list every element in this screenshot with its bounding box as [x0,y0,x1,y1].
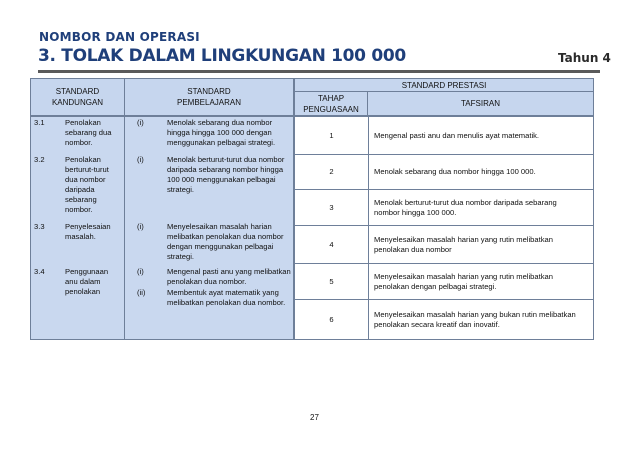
kandungan-text: Penyelesaian [65,222,111,231]
pembelajaran-number: (i) [137,222,144,231]
tahap-level: 1 [295,117,369,154]
pembelajaran-text: melibatkan penolakan dua nombor. [167,298,286,307]
header-prestasi-label: STANDARD PRESTASI [401,80,487,90]
header-tahap-penguasaan [294,91,368,116]
header-tafsiran [367,91,594,116]
kandungan-text: dua nombor [65,175,106,184]
kandungan-text: nombor. [65,138,93,147]
pembelajaran-number: (i) [137,118,144,127]
header-pembelajaran-line1: STANDARD [187,87,231,96]
page-title: 3. TOLAK DALAM LINGKUNGAN 100 000 [38,46,406,66]
pembelajaran-number: (i) [137,267,144,276]
kandungan-number: 3.3 [34,222,45,231]
pembelajaran-text: 100 000 menggunakan pelbagai [167,175,276,184]
tafsiran-text [374,264,589,299]
prestasi-row [294,154,594,190]
tafsiran-line: Mengenal pasti anu dan menulis ayat matematik. [374,130,540,140]
tafsiran-line: Menyelesaikan masalah harian yang bukan rutin melibatkan [374,309,576,319]
kandungan-number: 3.2 [34,155,45,164]
pembelajaran-text: Menyelesaikan masalah harian [167,222,272,231]
tahap-level: 2 [295,155,369,189]
header-standard-kandungan [30,78,125,116]
kandungan-text: sebarang dua [65,128,112,137]
tafsiran-line: penolakan dua nombor [374,244,452,254]
pembelajaran-text: penolakan dua nombor. [167,277,247,286]
prestasi-row [294,189,594,226]
tafsiran-text [374,300,589,339]
pembelajaran-text: menggunakan pelbagai strategi. [167,138,276,147]
pembelajaran-text: daripada sebarang nombor hingga [167,165,284,174]
header-standard-pembelajaran [124,78,294,116]
kandungan-text: nombor. [65,205,93,214]
kandungan-text: anu dalam [65,277,101,286]
year-label: Tahun 4 [558,51,611,65]
pembelajaran-number: (i) [137,155,144,164]
section-label: NOMBOR DAN OPERASI [39,30,200,44]
kandungan-number: 3.1 [34,118,45,127]
tahap-level: 5 [295,264,369,299]
tafsiran-line: Menyelesaikan masalah harian yang rutin melibatkan [374,271,553,281]
pembelajaran-text: dengan menggunakan pelbagai [167,242,274,251]
pembelajaran-text: melibatkan penolakan dua nombor [167,232,284,241]
pembelajaran-text: Menolak sebarang dua nombor [167,118,273,127]
page-number: 27 [310,413,319,422]
pembelajaran-text: hingga hingga 100 000 dengan [167,128,272,137]
header-pembelajaran-line2: PEMBELAJARAN [176,98,242,107]
header-tahap-line2: PENGUASAAN [303,104,359,114]
tahap-level: 4 [295,226,369,263]
prestasi-row [294,263,594,300]
prestasi-row [294,225,594,264]
kandungan-text: masalah. [65,232,96,241]
pembelajaran-text: strategi. [167,185,195,194]
tafsiran-text [374,117,589,154]
kandungan-text: sebarang [65,195,97,204]
tafsiran-text [374,190,589,225]
tafsiran-line: penolakan dengan pelbagai strategi. [374,281,497,291]
kandungan-text: Penolakan [65,155,101,164]
tafsiran-line: penolakan secara kreatif dan inovatif. [374,319,500,329]
tahap-level: 6 [295,300,369,339]
kandungan-number: 3.4 [34,267,45,276]
header-kandungan-line2: KANDUNGAN [51,98,104,107]
tafsiran-line: Menyelesaikan masalah harian yang rutin melibatkan [374,234,553,244]
header-tafsiran-label: TAFSIRAN [461,99,500,108]
title-divider [38,70,600,73]
tahap-level: 3 [295,190,369,225]
header-kandungan-line1: STANDARD [55,87,100,96]
prestasi-row [294,116,594,155]
kandungan-text: penolakan [65,287,101,296]
header-standard-prestasi [294,78,594,92]
pembelajaran-text: strategi. [167,252,195,261]
header-tahap-line1: TAHAP [317,93,345,103]
kandungan-text: Penolakan [65,118,101,127]
pembelajaran-text: Menolak berturut-turut dua nombor [167,155,285,164]
kandungan-text: berturut-turut [65,165,109,174]
tafsiran-text [374,155,589,189]
prestasi-row [294,299,594,340]
tafsiran-line: Menolak berturut-turut dua nombor daripada sebarang [374,197,557,207]
tafsiran-line: nombor hingga 100 000. [374,207,457,217]
tafsiran-text [374,226,589,263]
kandungan-text: daripada [65,185,95,194]
pembelajaran-text: Membentuk ayat matematik yang [167,288,279,297]
pembelajaran-text: Mengenal pasti anu yang melibatkan [167,267,291,276]
kandungan-text: Penggunaan [65,267,109,276]
pembelajaran-number: (ii) [137,288,146,297]
tafsiran-line: Menolak sebarang dua nombor hingga 100 000. [374,167,536,176]
